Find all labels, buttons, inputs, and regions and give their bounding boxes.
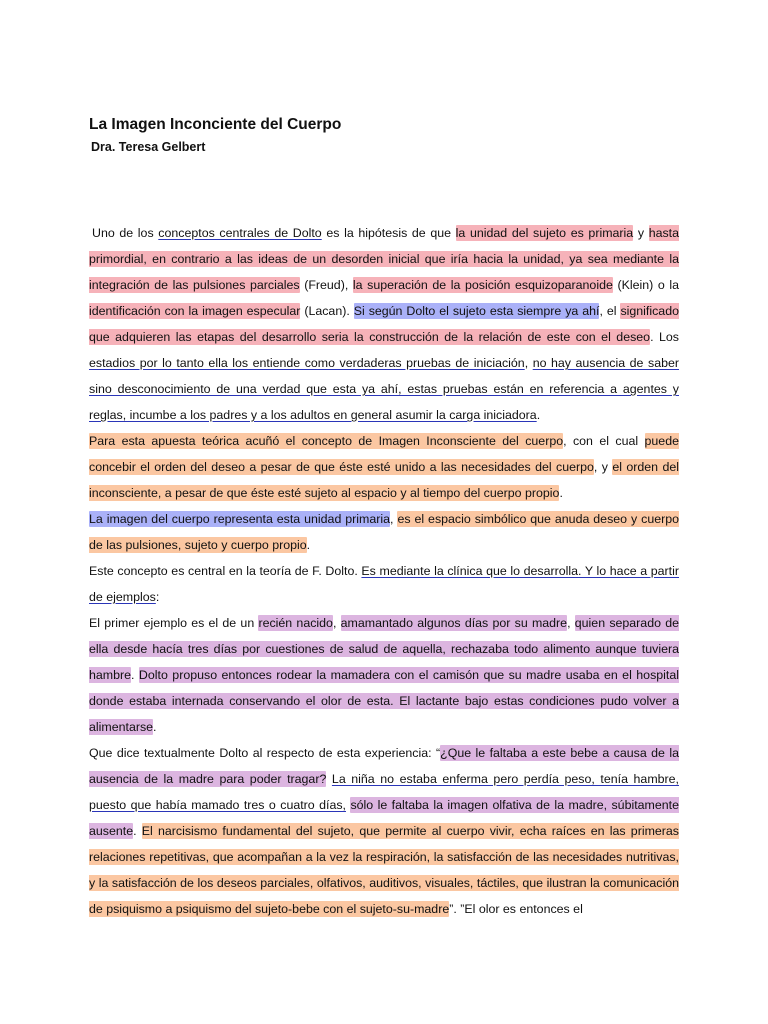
highlight-red: la superación de la posición esquizoparanoide [352,278,613,292]
text-segment: . [153,720,157,734]
paragraph-3 [89,506,679,558]
highlight-orange: el orden del inconsciente, a pesar de que éste esté sujeto al espacio y al tiempo del cuerpo propio [89,460,679,500]
text-segment: . [131,668,139,682]
paragraph-2 [89,428,679,506]
highlight-orange: es el espacio simbólico que anuda deseo y cuerpo de las pulsiones, sujeto y cuerpo propio [89,512,680,552]
highlight-orange: El narcisismo fundamental del sujeto, que permite al cuerpo vivir, echa raíces en las primeras relaciones repetitivas, que acompañan a la vez la respiración, la satisfacción de las necesidades nutritivas, y la satisfacción de los deseos parciales, olfativos, auditivos, visuales, táctiles, que ilustran la comunicación de psiquismo a psiquismo del sujeto-bebe con el sujeto-su-madre [89,824,680,916]
text-segment: , [390,512,398,526]
text-segment: , [524,356,533,370]
text-segment: Que dice textualmente Dolto al respecto de esta experiencia: “ [89,746,441,760]
highlight-orange: Para esta apuesta teórica acuñó el concepto de Imagen Inconsciente del cuerpo [89,434,564,448]
text-segment: (Klein) o la [612,278,680,292]
text-segment: . [559,486,563,500]
text-segment: . [306,538,311,552]
highlight-purple: ¿Que le faltaba a este bebe a causa de la ausencia de la madre para poder tragar? [89,746,680,786]
underlined-text: La niña no estaba enferma pero perdía peso, tenía hambre, puesto que había mamado tres o cuatro días, [89,772,679,812]
underlined-text: estadios por lo tanto ella los entiende como verdaderas pruebas de iniciación [89,356,525,370]
document-title: La Imagen Inconciente del Cuerpo [89,116,342,133]
highlight-purple: recién nacido [258,616,333,630]
paragraph-1 [89,220,679,428]
highlight-purple: amamantado algunos días por su madre [340,616,568,630]
text-segment: . Los [650,330,679,344]
text-segment: , con el cual [563,434,645,448]
highlight-red: significado que adquieren las etapas del desarrollo seria la construcción de la relación de este con el deseo [89,304,679,344]
text-segment: . [536,408,541,422]
text-segment: El primer ejemplo es el de un [89,616,259,630]
text-segment: es la hipótesis de que [321,226,456,240]
text-segment: ”. ”El olor es entonces el [449,902,583,916]
text-segment: , [332,616,341,630]
text-segment: Uno de los [92,226,159,240]
text-segment: , el [599,304,621,318]
underlined-text: conceptos centrales de Dolto [158,226,322,240]
text-segment: (Freud), [299,278,353,292]
document-body [89,220,679,922]
text-segment: (Lacan). [300,304,354,318]
paragraph-4 [89,558,679,610]
highlight-blue: La imagen del cuerpo representa esta unidad primaria [89,512,391,526]
highlight-orange: puede concebir el orden del deseo a pesar de que éste esté unido a las necesidades del cuerpo [89,434,679,474]
underlined-text: Es mediante la clínica que lo desarrolla. Y lo hace a partir de ejemplos [89,564,680,604]
paragraph-5 [89,610,679,740]
text-segment: : [155,590,160,604]
highlight-red: la unidad del sujeto es primaria [455,226,634,240]
highlight-blue: Si según Dolto el sujeto esta siempre ya ahí [353,304,600,318]
text-segment: y [633,226,649,240]
highlight-red: identificación con la imagen especular [89,304,301,318]
highlight-red: hasta primordial, en contrario a las ideas de un desorden inicial que iría hacia la unidad, ya sea mediante la integración de las pulsiones parciales [89,226,679,292]
text-segment: , y [593,460,613,474]
highlight-purple: sólo le faltaba la imagen olfativa de la madre, súbitamente ausente [89,798,679,838]
text-segment: Este concepto es central en la teoría de F. Dolto. [89,564,362,578]
text-segment: . [133,824,142,838]
underlined-text: no hay ausencia de saber sino desconocimiento de una verdad que esta ya ahí, estas pruebas están en referencia a agentes y reglas, incumbe a los padres y a los adultos en general asumir la carga iniciadora [89,356,679,422]
highlight-purple: quien separado de ella desde hacía tres días por cuestiones de salud de aquella, rechazaba todo alimento aunque tuviera hambre [89,616,680,682]
text-segment: , [567,616,575,630]
document-author: Dra. Teresa Gelbert [91,140,206,154]
paragraph-6 [89,740,679,922]
highlight-purple: Dolto propuso entonces rodear la mamadera con el camisón que su madre usaba en el hospital donde estaba internada conservando el olor de esta. El lactante bajo estas condiciones pudo volver a alimentarse [89,668,679,734]
